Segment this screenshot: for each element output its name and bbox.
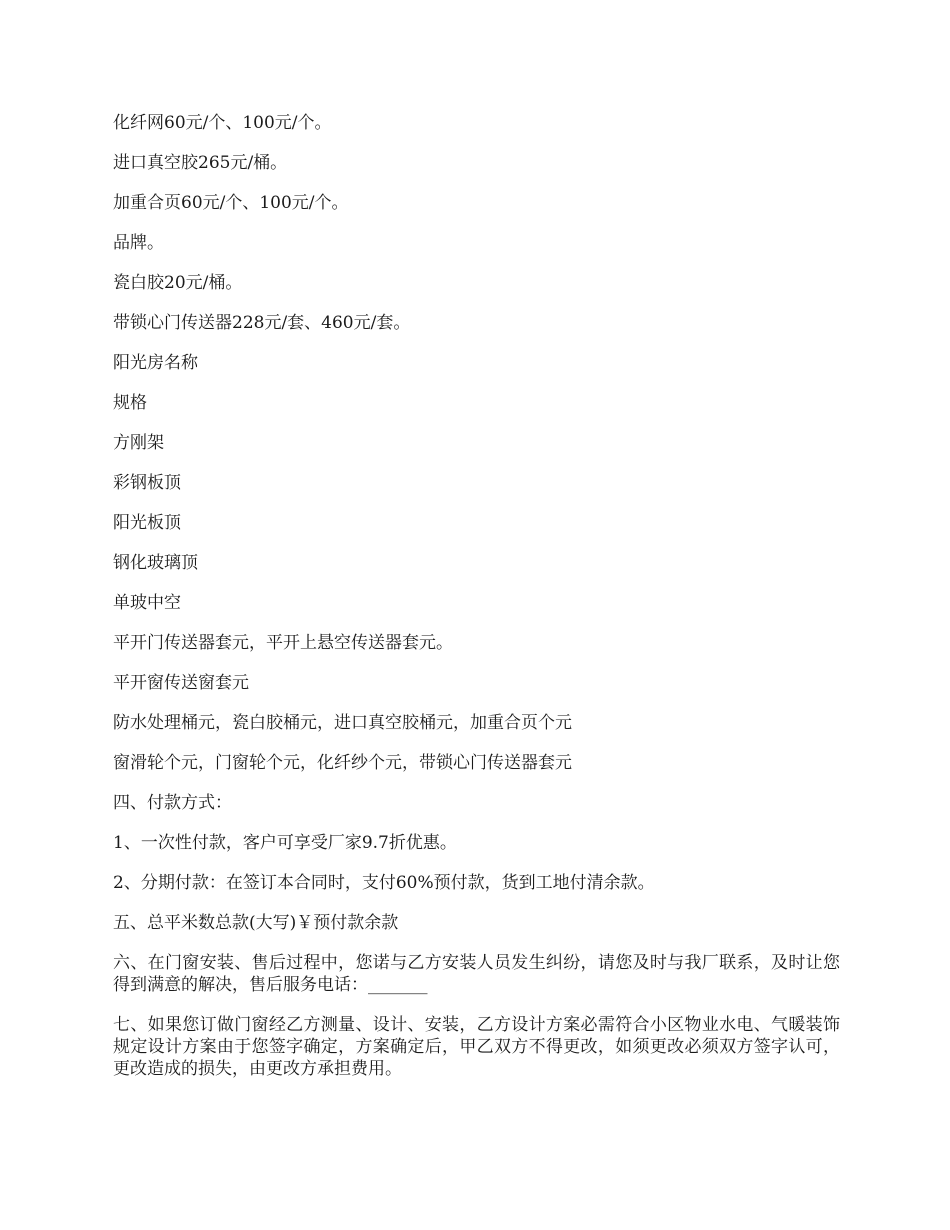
section-total-amount: 五、总平米数总款(大写)￥预付款余款 (113, 913, 399, 933)
section-payment-method: 四、付款方式： (113, 793, 232, 813)
paragraph-chemical-fiber-net: 化纤网60元/个、100元/个。 (113, 113, 332, 133)
paragraph-one-time-payment: 1、一次性付款，客户可享受厂家9.7折优惠。 (113, 833, 457, 853)
document-body (113, 112, 840, 1098)
section-after-sales: 六、在门窗安装、售后过程中，您诺与乙方安装人员发生纠纷，请您及时与我厂联系，及时让您得到满意的解决，售后服务电话：_______ (113, 953, 840, 995)
paragraph-square-steel-frame: 方刚架 (113, 433, 164, 453)
paragraph-spec: 规格 (113, 393, 147, 413)
paragraph-heavy-hinge: 加重合页60元/个、100元/个。 (113, 193, 349, 213)
paragraph-lock-door-transmitter: 带锁心门传送器228元/套、460元/套。 (113, 313, 411, 333)
paragraph-single-glass-hollow: 单玻中空 (113, 593, 181, 613)
paragraph-porcelain-glue: 瓷白胶20元/桶。 (113, 273, 243, 293)
paragraph-color-steel-roof: 彩钢板顶 (113, 473, 181, 493)
paragraph-brand: 品牌。 (113, 233, 164, 253)
paragraph-imported-vacuum-glue: 进口真空胶265元/桶。 (113, 153, 288, 173)
paragraph-waterproofing: 防水处理桶元，瓷白胶桶元，进口真空胶桶元，加重合页个元 (113, 713, 572, 733)
paragraph-tempered-glass-roof: 钢化玻璃顶 (113, 553, 198, 573)
paragraph-sunlight-board-roof: 阳光板顶 (113, 513, 181, 533)
paragraph-window-pulley: 窗滑轮个元，门窗轮个元，化纤纱个元，带锁心门传送器套元 (113, 753, 572, 773)
paragraph-casement-door-transmitter: 平开门传送器套元，平开上悬空传送器套元。 (113, 633, 453, 653)
section-design-approval: 七、如果您订做门窗经乙方测量、设计、安装，乙方设计方案必需符合小区物业水电、气暖装饰规定设计方案由于您签字确定，方案确定后，甲乙双方不得更改，如须更改必须双方签字认可，更改造成的损失，由更改方承担费用。 (113, 1015, 840, 1079)
paragraph-sunroom-name: 阳光房名称 (113, 353, 198, 373)
paragraph-installment-payment: 2、分期付款：在签订本合同时，支付60%预付款，货到工地付清余款。 (113, 873, 655, 893)
paragraph-casement-window-transmitter: 平开窗传送窗套元 (113, 673, 249, 693)
